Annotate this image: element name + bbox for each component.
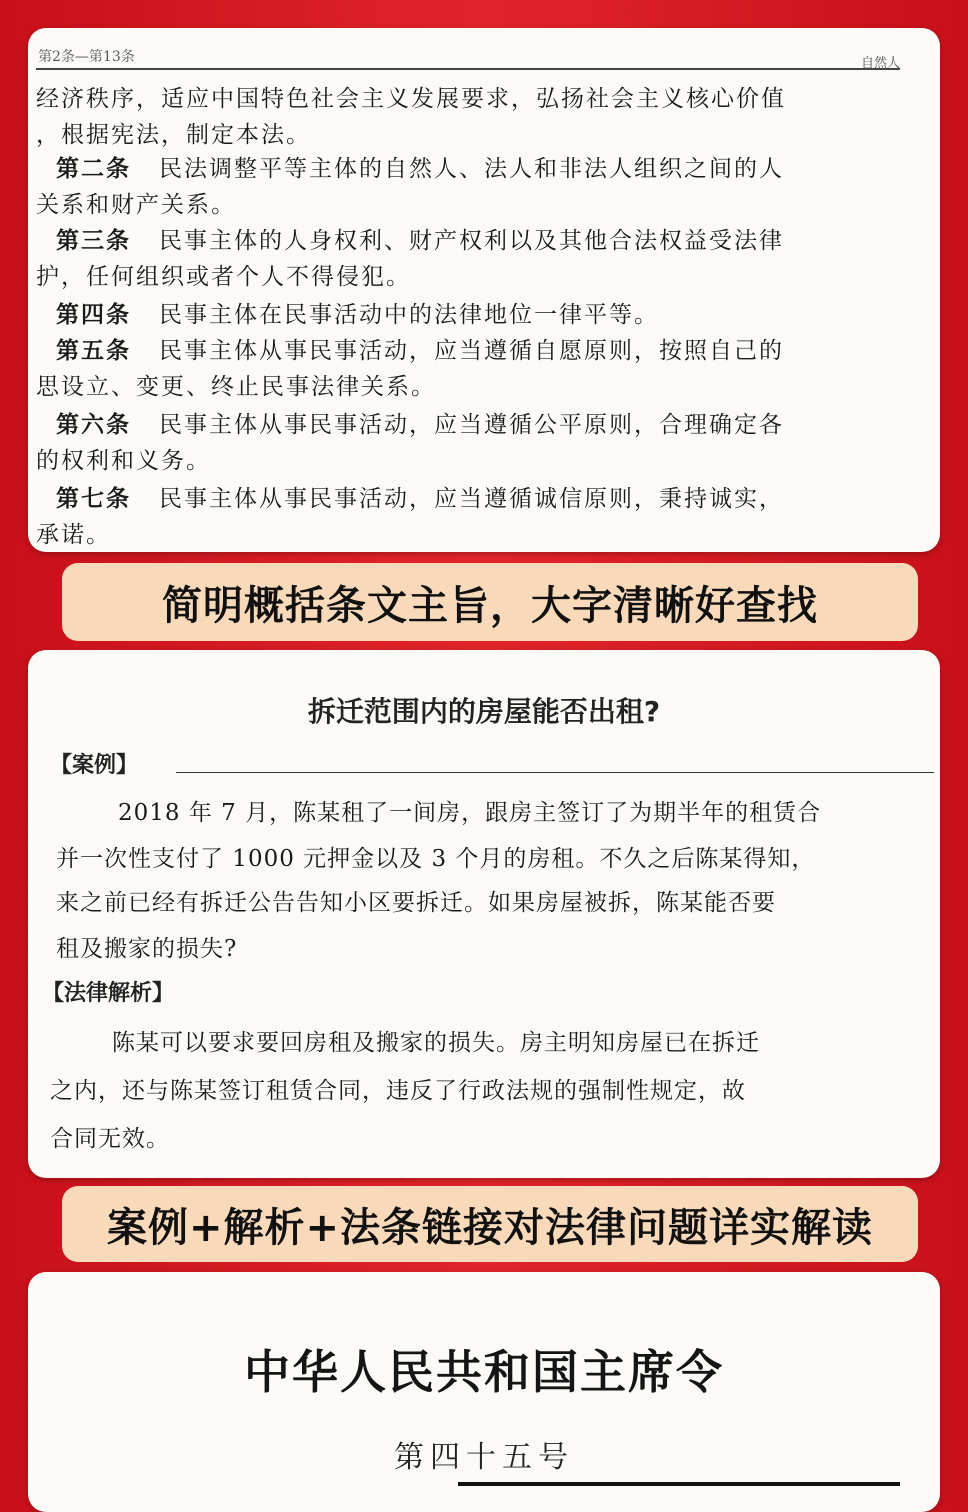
text-line: [36, 442, 211, 475]
analysis-line: 合同无效。: [50, 1126, 170, 1152]
text-line: [36, 258, 411, 291]
article-number: 第六条: [56, 412, 131, 438]
order-rule: [458, 1482, 900, 1486]
article-text: 民事主体从事民事活动，应当遵循公平原则，合理确定各: [159, 412, 784, 438]
article-text: 民事主体从事民事活动，应当遵循自愿原则，按照自己的: [159, 338, 784, 364]
article-number: 第三条: [56, 228, 131, 254]
text-line: [36, 116, 311, 149]
header-rule: [36, 68, 900, 70]
article-text: 护，任何组织或者个人不得侵犯。: [36, 264, 411, 290]
text-line: [36, 368, 436, 401]
case-title: 拆迁范围内的房屋能否出租?: [307, 695, 661, 728]
text-line: [36, 80, 786, 113]
case-line: 2018 年 7 月，陈某租了一间房，跟房主签订了为期半年的租赁合: [118, 800, 822, 826]
text-line: [56, 222, 784, 255]
book-page-presidential-order: [28, 1272, 940, 1512]
case-line: 租及搬家的损失?: [56, 936, 238, 962]
feature-banner-2: 案例+解析+法条链接对法律问题详实解读: [62, 1186, 918, 1262]
case-rule: [176, 772, 934, 773]
article-text: 的权利和义务。: [36, 448, 211, 474]
article-text: 关系和财产关系。: [36, 192, 236, 218]
text-line: [36, 186, 236, 219]
order-title: 中华人民共和国主席令: [244, 1345, 724, 1399]
text-line: [36, 516, 111, 549]
article-text: 思设立、变更、终止民事法律关系。: [36, 374, 436, 400]
book-page-civil-code: [28, 28, 940, 552]
text-line: [56, 332, 784, 365]
text-line: [56, 480, 784, 513]
analysis-label: 【法律解析】: [42, 981, 175, 1006]
order-number: 第四十五号: [394, 1440, 574, 1475]
article-text: 承诺。: [36, 522, 111, 548]
analysis-line: 陈某可以要求要回房租及搬家的损失。房主明知房屋已在拆迁: [112, 1030, 760, 1056]
article-text: 经济秩序，适应中国特色社会主义发展要求，弘扬社会主义核心价值: [36, 86, 786, 112]
text-line: [56, 296, 659, 329]
article-number: 第四条: [56, 302, 131, 328]
article-text: 民事主体从事民事活动，应当遵循诚信原则，秉持诚实，: [159, 486, 784, 512]
article-number: 第五条: [56, 338, 131, 364]
article-text: 民法调整平等主体的自然人、法人和非法人组织之间的人: [159, 156, 784, 182]
article-text: ，根据宪法，制定本法。: [36, 122, 311, 148]
analysis-line: 之内，还与陈某签订租赁合同，违反了行政法规的强制性规定，故: [50, 1078, 746, 1104]
case-line: 来之前已经有拆迁公告告知小区要拆迁。如果房屋被拆，陈某能否要: [56, 890, 776, 916]
running-head-right: 自然人: [860, 56, 900, 71]
article-text: 民事主体的人身权利、财产权利以及其他合法权益受法律: [159, 228, 784, 254]
text-line: [56, 150, 784, 183]
article-text: 民事主体在民事活动中的法律地位一律平等。: [159, 302, 659, 328]
article-number: 第二条: [56, 156, 131, 182]
text-line: [56, 406, 784, 439]
running-head-left: 第2条—第13条: [38, 49, 135, 65]
article-number: 第七条: [56, 486, 131, 512]
feature-banner-1: 简明概括条文主旨，大字清晰好查找: [62, 563, 918, 641]
book-page-case-study: [28, 650, 940, 1178]
case-label: 【案例】: [50, 753, 139, 778]
case-line: 并一次性支付了 1000 元押金以及 3 个月的房租。不久之后陈某得知，: [56, 846, 816, 872]
